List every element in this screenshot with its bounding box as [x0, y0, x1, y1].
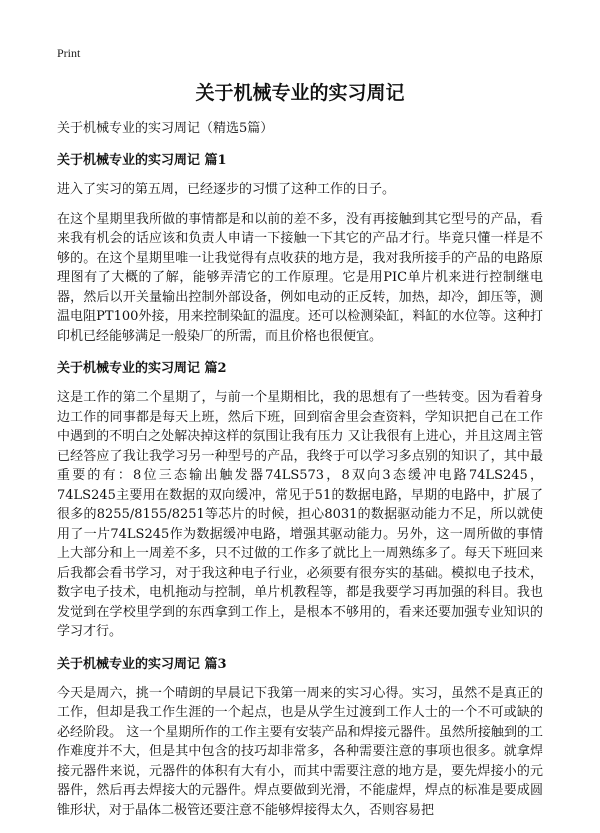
document-title: 关于机械专业的实习周记: [195, 82, 405, 104]
section-heading: 关于机械专业的实习周记 篇1: [57, 153, 227, 168]
document-subtitle: 关于机械专业的实习周记（精选5篇）: [57, 121, 274, 136]
section-2: [57, 359, 543, 642]
paragraph: 在这个星期里我所做的事情都是和以前的差不多，没有再接触到其它型号的产品，看来我有机会的话应该和负责人申请一下接触一下其它的产品才行。毕竟只懂一样是不够的。在这个星期里唯一让我觉得有点收获的地方是，我对我所接手的产品的电路原理图有了大概的了解，能够弄清它的工作原理。它是用PIC单片机来进行控制继电器，然后以开关量输出控制外部设备，例如电动的正反转，加热，却冷，卸压等，测温电阻PT100外接，用来控制染缸的温度。还可以检测染缸，料缸的水位等。这种打印机已经能够满足一般染厂的所需，而且价格也很便宜。: [57, 211, 543, 344]
section-1: [57, 151, 543, 346]
print-label: Print: [57, 46, 81, 60]
section-3: [57, 655, 543, 821]
paragraph: 进入了实习的第五周，已经逐步的习惯了这种工作的日子。: [57, 182, 396, 197]
paragraph: 今天是周六，挑一个晴朗的早晨记下我第一周来的实习心得。实习，虽然不是真正的工作，但却是我工作生涯的一个起点，也是从学生过渡到工作人士的一个不可或缺的必经阶段。 这一个星期所作的工作主要有安装产品和焊接元器件。虽然所接触到的工作难度并不大，但是其中包含的技巧却非常多，各种需要注意的事项也很多。就拿焊接元器件来说，元器件的体积有大有小，而其中需要注意的地方是，要先焊接小的元器件，然后再去焊接大的元器件。焊点要做到光滑，不能虚焊，焊点的标准是要成圆锥形状，对于晶体二极管还要注意不能够焊接得太久，否则容易把: [57, 685, 543, 818]
section-heading: 关于机械专业的实习周记 篇3: [57, 656, 227, 672]
document-content: [57, 120, 543, 833]
paragraph: 这是工作的第二个星期了，与前一个星期相比，我的思想有了一些转变。因为看着身边工作的同事都是每天上班，然后下班，回到宿舍里会查资料，学知识把自己在工作中遇到的不明白之处解决掉这样的氛围让我有压力 又让我很有上进心，并且这周主管已经答应了我让我学习另一种型号的产品，我终于可以学习多点别的知识了，其中最重要的有：8位三态输出触发器74LS573，8双向3态缓冲电路74LS245，74LS245主要用在数据的双向缓冲，常见于51的数据电路，早期的电路中，扩展了很多的8255/8155/8251等芯片的时候，担心8031的数据驱动能力不足，所以就使用了一片74LS245作为数据缓冲电路，增强其驱动能力。另外，这一周所做的事情上大部分和上一周差不多，只不过做的工作多了就比上一周熟练多了。每天下班回来后我都会看书学习，对于我这种电子行业，必须要有很夯实的基础。模拟电子技术，数字电子技术，电机拖动与控制，单片机教程等，都是我要学习再加强的科目。我也发觉到在学校里学到的东西拿到工作上，是根本不够用的，看来还要加强专业知识的学习才行。: [57, 390, 543, 639]
section-heading: 关于机械专业的实习周记 篇2: [57, 361, 227, 376]
